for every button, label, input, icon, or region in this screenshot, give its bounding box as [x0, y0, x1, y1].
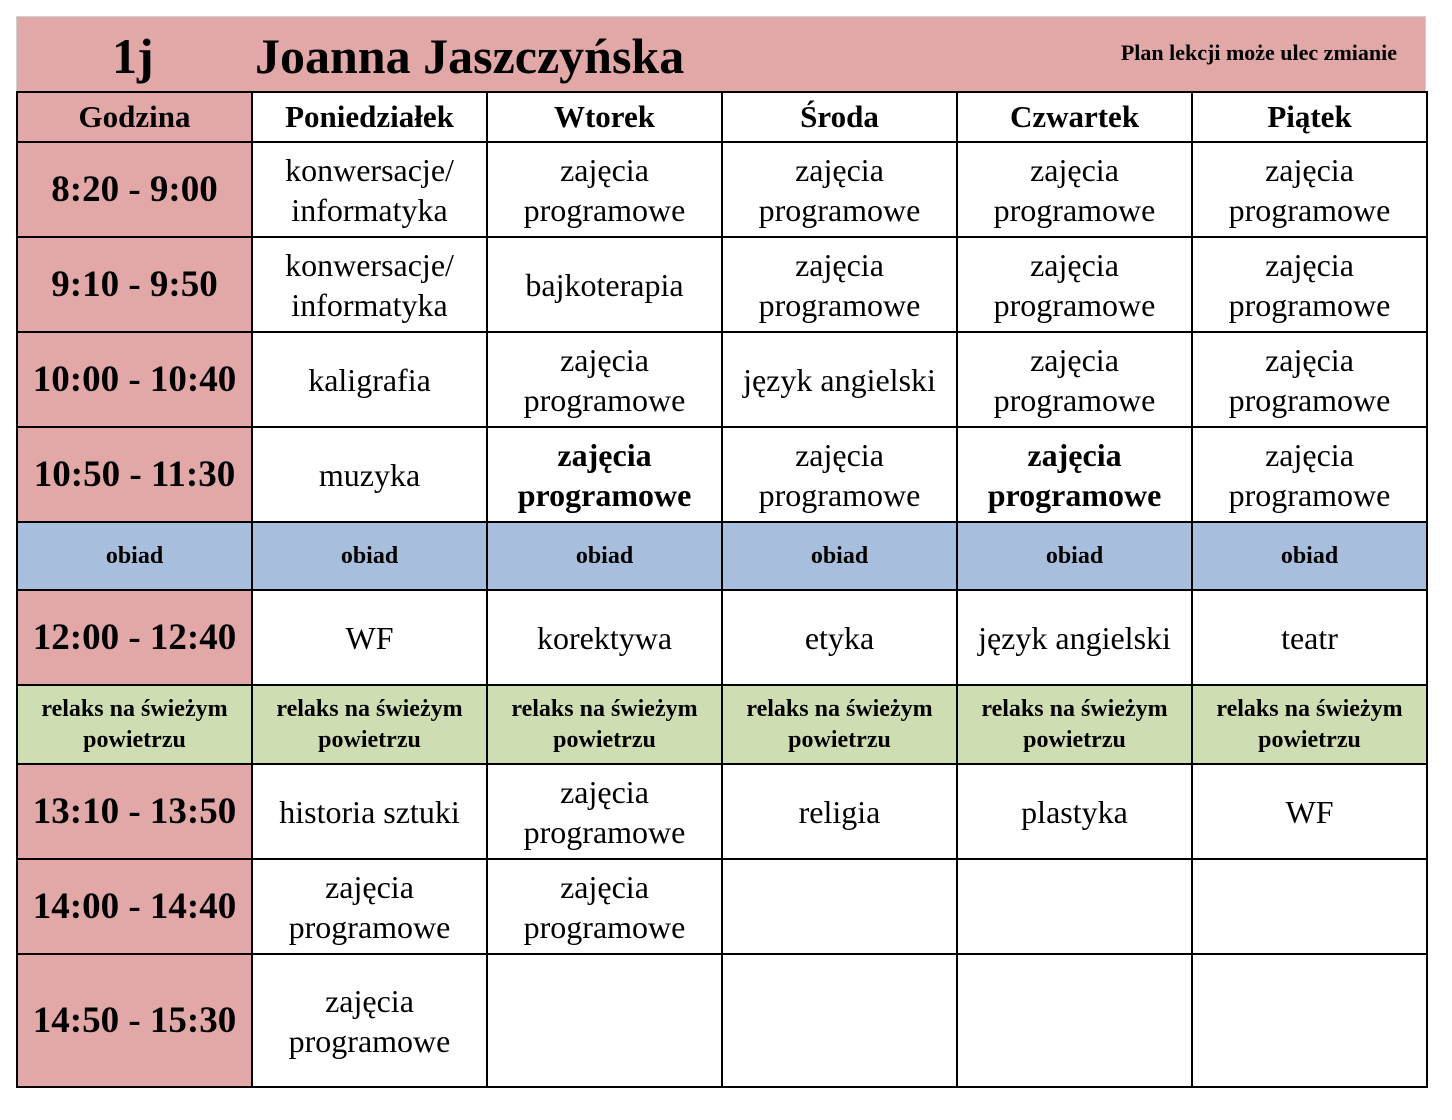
day-header-thursday: Czwartek — [957, 92, 1192, 142]
relax-cell: relaks na świeżym powietrzu — [17, 685, 252, 764]
lesson-cell: korektywa — [487, 590, 722, 685]
relax-cell: relaks na świeżym powietrzu — [722, 685, 957, 764]
lesson-row — [17, 590, 1427, 685]
relax-cell: relaks na świeżym powietrzu — [487, 685, 722, 764]
lesson-cell: zajęcia programowe — [957, 237, 1192, 332]
time-slot: 14:00 - 14:40 — [17, 859, 252, 954]
lesson-cell: zajęcia programowe — [722, 142, 957, 237]
lesson-cell: zajęcia programowe — [722, 237, 957, 332]
lunch-cell: obiad — [1192, 522, 1427, 590]
time-slot: 12:00 - 12:40 — [17, 590, 252, 685]
lesson-cell: język angielski — [722, 332, 957, 427]
lesson-cell: muzyka — [252, 427, 487, 522]
header-row — [17, 92, 1427, 142]
lesson-row — [17, 427, 1427, 522]
time-slot: 10:00 - 10:40 — [17, 332, 252, 427]
lesson-cell: historia sztuki — [252, 764, 487, 859]
lesson-cell — [1192, 859, 1427, 954]
lesson-cell: język angielski — [957, 590, 1192, 685]
lesson-cell: zajęcia programowe — [722, 427, 957, 522]
lesson-cell: plastyka — [957, 764, 1192, 859]
teacher-name: Joanna Jaszczyńska — [255, 28, 685, 84]
timetable-body — [17, 142, 1427, 1087]
class-name: 1j — [112, 28, 154, 84]
lesson-row — [17, 764, 1427, 859]
lesson-cell: zajęcia programowe — [252, 954, 487, 1087]
lunch-row — [17, 522, 1427, 590]
relax-cell: relaks na świeżym powietrzu — [1192, 685, 1427, 764]
lesson-cell: zajęcia programowe — [252, 859, 487, 954]
lesson-cell — [1192, 954, 1427, 1087]
lesson-cell: zajęcia programowe — [487, 859, 722, 954]
lesson-cell — [722, 859, 957, 954]
lesson-row — [17, 954, 1427, 1087]
lesson-cell: konwersacje/ informatyka — [252, 142, 487, 237]
lesson-row — [17, 332, 1427, 427]
lesson-row — [17, 859, 1427, 954]
time-slot: 10:50 - 11:30 — [17, 427, 252, 522]
lesson-cell: WF — [1192, 764, 1427, 859]
lesson-cell: zajęcia programowe — [957, 332, 1192, 427]
time-slot: 14:50 - 15:30 — [17, 954, 252, 1087]
hour-column-header: Godzina — [17, 92, 252, 142]
day-header-monday: Poniedziałek — [252, 92, 487, 142]
lesson-cell: zajęcia programowe — [1192, 237, 1427, 332]
lesson-cell: zajęcia programowe — [1192, 427, 1427, 522]
lesson-cell — [722, 954, 957, 1087]
lesson-cell: etyka — [722, 590, 957, 685]
day-header-tuesday: Wtorek — [487, 92, 722, 142]
relax-cell: relaks na świeżym powietrzu — [252, 685, 487, 764]
lunch-cell: obiad — [252, 522, 487, 590]
lesson-row — [17, 237, 1427, 332]
lesson-row — [17, 142, 1427, 237]
lesson-cell: zajęcia programowe — [957, 427, 1192, 522]
lesson-cell — [487, 954, 722, 1087]
timetable-sheet — [16, 16, 1426, 1088]
schedule-change-notice: Plan lekcji może ulec zmianie — [1120, 40, 1397, 65]
lesson-cell: konwersacje/ informatyka — [252, 237, 487, 332]
lesson-cell: zajęcia programowe — [487, 332, 722, 427]
lesson-cell: zajęcia programowe — [487, 764, 722, 859]
day-header-wednesday: Środa — [722, 92, 957, 142]
lesson-cell: WF — [252, 590, 487, 685]
time-slot: 8:20 - 9:00 — [17, 142, 252, 237]
lesson-cell — [957, 859, 1192, 954]
timetable — [16, 91, 1428, 1088]
time-slot: 9:10 - 9:50 — [17, 237, 252, 332]
lesson-cell: zajęcia programowe — [487, 142, 722, 237]
lunch-cell: obiad — [487, 522, 722, 590]
lesson-cell: zajęcia programowe — [487, 427, 722, 522]
lesson-cell: kaligrafia — [252, 332, 487, 427]
day-header-friday: Piątek — [1192, 92, 1427, 142]
lesson-cell — [957, 954, 1192, 1087]
time-slot: 13:10 - 13:50 — [17, 764, 252, 859]
title-bar — [16, 16, 1426, 91]
lesson-cell: zajęcia programowe — [957, 142, 1192, 237]
lesson-cell: zajęcia programowe — [1192, 142, 1427, 237]
lesson-cell: bajkoterapia — [487, 237, 722, 332]
relax-cell: relaks na świeżym powietrzu — [957, 685, 1192, 764]
lunch-cell: obiad — [957, 522, 1192, 590]
lunch-cell: obiad — [722, 522, 957, 590]
relax-row — [17, 685, 1427, 764]
lesson-cell: zajęcia programowe — [1192, 332, 1427, 427]
lesson-cell: teatr — [1192, 590, 1427, 685]
lunch-cell: obiad — [17, 522, 252, 590]
lesson-cell: religia — [722, 764, 957, 859]
